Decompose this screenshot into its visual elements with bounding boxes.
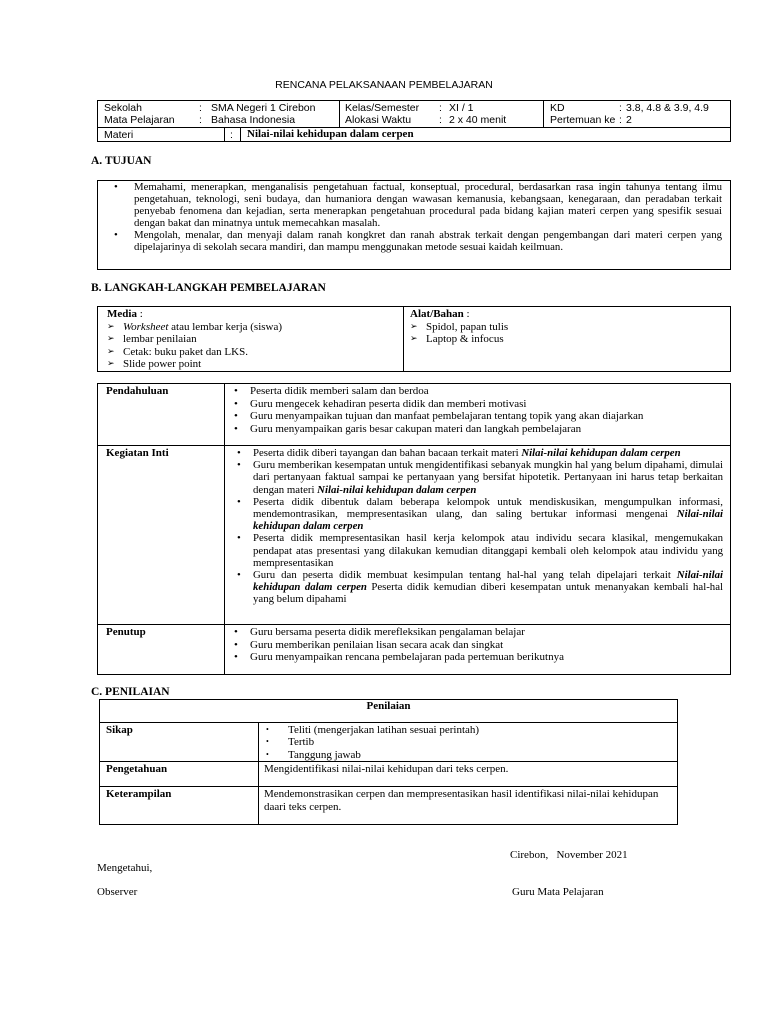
pendahuluan-item: • Guru menyampaikan garis besar cakupan materi dan langkah pembelajaran	[226, 423, 726, 436]
alokasi-label: Alokasi Waktu	[345, 114, 412, 126]
materi-value: Nilai-nilai kehidupan dalam cerpen	[247, 128, 414, 140]
penutup-item: • Guru menyampaikan rencana pembelajaran pada pertemuan berikutnya	[226, 651, 726, 664]
mapel-value: Bahasa Indonesia	[211, 114, 296, 126]
section-tujuan-heading: A. TUJUAN	[91, 155, 152, 167]
observer-label: Observer	[97, 886, 138, 898]
pertemuan-value: 2	[626, 114, 632, 126]
kd-value: 3.8, 4.8 & 3.9, 4.9	[626, 102, 709, 114]
keterampilan-label: Keterampilan	[106, 788, 172, 800]
pengetahuan-value: Mengidentifikasi nilai-nilai kehidupan dari teks cerpen.	[264, 763, 509, 775]
mapel-label: Mata Pelajaran	[104, 114, 175, 126]
media-item: ➢ Slide power point	[107, 358, 282, 370]
sikap-label: Sikap	[106, 724, 133, 736]
media-item: ➢ Worksheet atau lembar kerja (siswa)	[107, 321, 282, 333]
kelas-value: XI / 1	[449, 102, 474, 114]
mengetahui-label: Mengetahui,	[97, 862, 153, 874]
pertemuan-label: Pertemuan ke	[550, 114, 616, 126]
alat-label: Alat/Bahan	[410, 308, 464, 320]
pendahuluan-item: • Guru menyampaikan tujuan dan manfaat pembelajaran tentang topik yang akan diajarkan	[226, 410, 726, 423]
penutup-label: Penutup	[106, 626, 146, 638]
colon: :	[230, 129, 233, 141]
colon: :	[199, 102, 202, 114]
media-colon: :	[136, 308, 143, 320]
header-divider	[224, 127, 225, 142]
alat-heading	[410, 308, 470, 321]
header-divider	[240, 127, 241, 142]
colon: :	[439, 102, 442, 114]
tujuan-list	[108, 182, 722, 253]
sikap-item: • Tertib	[260, 736, 479, 748]
penutup-list	[226, 626, 726, 664]
pengetahuan-label: Pengetahuan	[106, 763, 168, 775]
alat-list	[410, 321, 508, 346]
penilaian-divider	[99, 786, 678, 787]
tujuan-item: • Mengolah, menalar, dan menyaji dalam ranah kongkret dan ranah abstrak terkait dengan pengembangan dari materi cerpen yang dipelajarinya di sekolah secara mandiri, dan mampu menggunakan metode sesuai kaidah keilmuan.	[108, 230, 722, 254]
penutup-item: • Guru memberikan penilaian lisan secara acak dan singkat	[226, 639, 726, 652]
keterampilan-value: Mendemonstrasikan cerpen dan mempresentasikan hasil identifikasi nilai-nilai kehidupan daari teks cerpen.	[264, 788, 659, 813]
kegiatan-divider	[224, 383, 225, 675]
inti-item: • Guru dan peserta didik membuat kesimpulan tentang hal-hal yang telah dipelajari terkait Nilai-nilai kehidupan dalam cerpen Peserta didik kemudian diberi kesempatan untuk menanyakan kembali hal-hal yang belum dipahami	[229, 569, 723, 606]
tujuan-item: • Memahami, menerapkan, menganalisis pengetahuan factual, konseptual, procedural, berdasarkan rasa ingin tahunya tentang ilmu pengetahuan, teknologi, seni budaya, dan humaniora dengan wawasan kemanusia, kebangsaan, kenegaraan, dan peradaban terkait penyebab fenomena dan kejadian, serta menerapkan pengetahuan procedural pada bidang kajian materi cerpen yang spesifik sesuai dengan bakat dan minatnya untuk memecahkan masalah.	[108, 182, 722, 230]
media-alat-divider	[403, 306, 404, 372]
guru-label: Guru Mata Pelajaran	[512, 886, 604, 898]
colon: :	[619, 114, 622, 126]
kegiatan-inti-label: Kegiatan Inti	[106, 447, 169, 459]
pendahuluan-item: • Peserta didik memberi salam dan berdoa	[226, 385, 726, 398]
section-langkah-heading: B. LANGKAH-LANGKAH PEMBELAJARAN	[91, 282, 326, 294]
sikap-item: • Tanggung jawab	[260, 749, 479, 761]
section-penilaian-heading: C. PENILAIAN	[91, 686, 170, 698]
media-label: Media	[107, 308, 137, 320]
sikap-item: • Teliti (mengerjakan latihan sesuai perintah)	[260, 724, 479, 736]
penilaian-divider	[258, 722, 259, 825]
kegiatan-divider	[97, 624, 731, 625]
header-divider	[339, 100, 340, 128]
inti-item: • Peserta didik dibentuk dalam beberapa kelompok untuk mendiskusikan, mengumpulkan informasi, mendemontrasikan, mempresentasikan ulang, dan saling bertukar informasi mengenai Nilai-nilai kehidupan dalam cerpen	[229, 496, 723, 533]
inti-item: • Guru memberikan kesempatan untuk mengidentifikasi sebanyak mungkin hal yang belum dipahami, dimulai dari pertanyaan faktual sampai ke pertanyaan yang bersifat hipotetik. Pertanyaan ini harus tetap berkaitan dengan materi Nilai-nilai kehidupan dalam cerpen	[229, 459, 723, 496]
pendahuluan-list	[226, 385, 726, 435]
header-divider	[97, 127, 731, 128]
document-title: RENCANA PELAKSANAAN PEMBELAJARAN	[275, 79, 493, 91]
materi-label: Materi	[104, 129, 134, 141]
colon: :	[199, 114, 202, 126]
penilaian-divider	[99, 722, 678, 723]
alat-colon: :	[463, 308, 470, 320]
kd-label: KD	[550, 102, 565, 114]
pendahuluan-item: • Guru mengecek kehadiran peserta didik dan memberi motivasi	[226, 398, 726, 411]
media-item: ➢ lembar penilaian	[107, 333, 282, 345]
tujuan-box	[97, 180, 731, 270]
pendahuluan-label: Pendahuluan	[106, 385, 169, 397]
alat-item: ➢ Spidol, papan tulis	[410, 321, 508, 333]
inti-item: • Peserta didik mempresentasikan hasil kerja kelompok atau individu secara klasikal, mengemukakan pendapat atas presentasi yang dilakukan kemudian ditanggapi kembali oleh kelompok atau individu yang mempresentasikan	[229, 532, 723, 569]
media-item: ➢ Cetak: buku paket dan LKS.	[107, 346, 282, 358]
penilaian-table-title: Penilaian	[366, 700, 411, 712]
kegiatan-divider	[97, 445, 731, 446]
colon: :	[619, 102, 622, 114]
sikap-list	[260, 724, 479, 761]
header-divider	[543, 100, 544, 128]
inti-item: • Peserta didik diberi tayangan dan bahan bacaan terkait materi Nilai-nilai kehidupan dalam cerpen	[229, 447, 723, 459]
media-heading	[107, 308, 143, 321]
penutup-item: • Guru bersama peserta didik merefleksikan pengalaman belajar	[226, 626, 726, 639]
place-date: Cirebon, November 2021	[510, 849, 628, 861]
alat-item: ➢ Laptop & infocus	[410, 333, 508, 345]
inti-list	[229, 447, 723, 606]
kelas-label: Kelas/Semester	[345, 102, 420, 114]
sekolah-value: SMA Negeri 1 Cirebon	[211, 102, 316, 114]
media-list	[107, 321, 282, 371]
colon: :	[439, 114, 442, 126]
alokasi-value: 2 x 40 menit	[449, 114, 507, 126]
sekolah-label: Sekolah	[104, 102, 142, 114]
